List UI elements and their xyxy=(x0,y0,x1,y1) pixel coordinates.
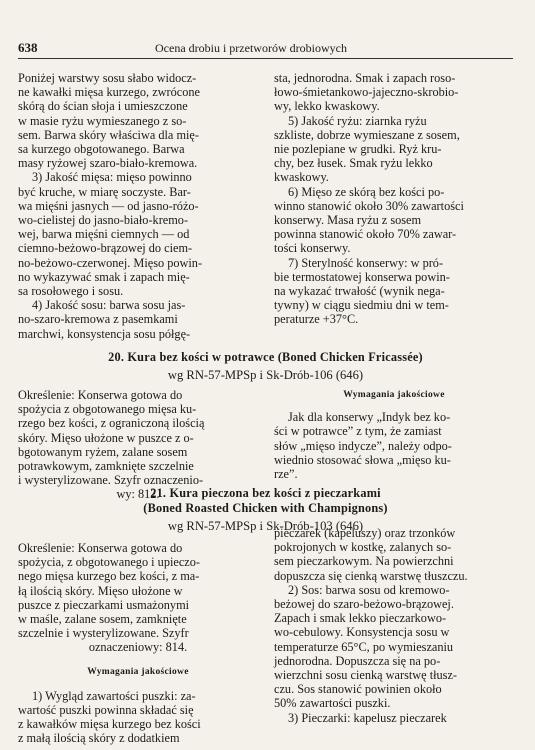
text-line: 50% zawartości puszki. xyxy=(274,696,391,711)
text-line: 2) Sos: barwa sosu od kremowo- xyxy=(288,582,450,597)
section-21-standard: wg RN-57-MPSp i Sk-Drób-103 (646) xyxy=(167,519,364,533)
text-line: Zapach i smak lekko pieczarkowo- xyxy=(274,611,447,626)
text-line: Określenie: Konserwa gotowa do xyxy=(18,388,183,402)
section-20-right-column xyxy=(274,388,514,481)
text-line: z małą ilością skóry z dodatkiem xyxy=(18,731,180,746)
text-line: 5) Jakość ryżu: ziarnka ryżu xyxy=(288,113,427,128)
text-line: 6) Mięso ze skórą bez kości po- xyxy=(288,184,445,199)
text-line: wiednio stosować słowa „mięso ku- xyxy=(274,452,451,467)
text-line: szkliste, dobrze wymieszane z sosem, xyxy=(274,127,460,142)
text-line: konserwy. Masa ryżu z sosem xyxy=(274,213,422,228)
text-line: Jak dla konserwy „Indyk bez ko- xyxy=(288,410,451,425)
text-line: winno stanowić około 30% zawartości xyxy=(274,198,464,213)
section-20-left-column xyxy=(18,388,258,502)
text-line: tości konserwy. xyxy=(274,241,351,256)
text-line: 1) Wygląd zawartości puszki: za- xyxy=(32,688,196,703)
section-21-requirements-heading: Wymagania jakościowe xyxy=(87,666,189,677)
text-line: skóry. Mięso ułożone w puszce z o- xyxy=(18,430,194,445)
text-line: tywny) w ciągu siedmiu dni w tem- xyxy=(274,298,449,313)
text-line: beżowej do szaro-beżowo-brązowej. xyxy=(274,597,454,612)
text-line: rze”. xyxy=(274,467,298,482)
section-21-left-column xyxy=(18,541,258,746)
text-line: ciemno-beżowo-brązowej do ciem- xyxy=(18,241,193,256)
text-line: wartość puszki powinna składać się xyxy=(18,703,194,718)
text-line: puszce z pieczarkami usmażonymi xyxy=(18,597,190,612)
text-line: 4) Jakość sosu: barwa sosu jas- xyxy=(32,298,186,313)
text-line: szczelnie i wysterylizowane. Szyfr xyxy=(18,626,189,641)
text-line: łą ilością skóry. Mięso ułożone w xyxy=(18,583,183,598)
text-line: z kawałków mięsa kurzego bez kości xyxy=(18,717,201,732)
text-line: sem. Barwa skóry właściwa dla mię- xyxy=(18,127,199,142)
text-line: ści w potrawce” z tym, że zamiast xyxy=(274,424,442,439)
text-line: rzego bez kości, z ograniczoną ilością xyxy=(18,416,205,431)
text-line: masy ryżowej szaro-biało-kremowa. xyxy=(18,156,198,171)
page-number: 638 xyxy=(18,40,38,55)
top-left-column xyxy=(18,71,258,341)
text-line: oznaczeniowy: 814. xyxy=(88,640,188,655)
text-line: w masie ryżu wymieszanego z so- xyxy=(18,113,187,128)
text-line: łowo-śmietankowo-jajeczno-skrobio- xyxy=(274,85,459,100)
text-line: i wysterylizowane. Szyfr oznaczenio- xyxy=(18,473,204,488)
text-line: słów „mięso indycze”, należy odpo- xyxy=(274,438,452,453)
text-line: 7) Sterylność konserwy: w pró- xyxy=(288,255,444,270)
text-line: 3) Jakość mięsa: mięso powinno xyxy=(32,170,192,185)
text-line: peraturze +37°C. xyxy=(274,312,359,327)
text-line: powinna stanowić około 70% zawar- xyxy=(274,227,457,242)
running-title: Ocena drobiu i przetworów drobiowych xyxy=(155,41,347,55)
text-line: wy: 812. xyxy=(116,487,160,502)
text-line: spożycia, z obgotowanego i upieczo- xyxy=(18,555,200,570)
text-line: dopuszcza się cienką warstwę tłuszczu. xyxy=(274,568,468,583)
text-line: no-beżowo-czerwonej. Mięso powin- xyxy=(18,255,203,270)
text-line: bie termostatowej konserwa powin- xyxy=(274,269,450,284)
text-line: pieczarek (kapeluszy) oraz trzonków xyxy=(274,526,456,540)
text-line: temperaturze 65°C, po wymieszaniu xyxy=(274,639,454,654)
text-line: wo-cielistej do jasno-biało-kremo- xyxy=(18,213,189,228)
section-21-title-line-1: 21. Kura pieczona bez kości z pieczarkami xyxy=(150,486,381,500)
text-line: czu. Sos stanowić powinien około xyxy=(274,682,442,697)
text-line: spożycia z obgotowanego mięsa ku- xyxy=(18,402,197,417)
section-21-right-column xyxy=(274,526,514,725)
text-line: 3) Pieczarki: kapelusz pieczarek xyxy=(288,710,447,725)
section-20-title: 20. Kura bez kości w potrawce (Boned Chicken Fricassée) xyxy=(108,350,423,364)
text-line: pokrojonych w kostkę, zalanych so- xyxy=(274,540,452,555)
top-right-column xyxy=(274,71,514,327)
text-line: wierzchni sosu cienką warstwę tłusz- xyxy=(274,668,458,683)
text-line: na wykazać trwałość (wynik nega- xyxy=(274,284,445,299)
text-line: wa mięśni jasnych — od jasno-różo- xyxy=(18,198,199,213)
text-line: chy, bez łusek. Smak ryżu lekko xyxy=(274,156,433,171)
text-line: wej, barwa mięśni ciemnych — od xyxy=(18,227,190,242)
text-line: sa kurzego obgotowanego. Barwa xyxy=(18,142,185,157)
text-line: kwaskowy. xyxy=(274,170,329,185)
text-line: w maśle, zalane sosem, zamknięte xyxy=(18,612,187,627)
text-line: sem pieczarkowym. Na powierzchni xyxy=(274,554,454,569)
text-line: skórą do ścian słoja i umieszczone xyxy=(18,99,188,114)
text-line: marchwi, konsystencja sosu półgę- xyxy=(18,326,191,341)
section-20-standard: wg RN-57-MPSp i Sk-Drób-106 (646) xyxy=(167,368,364,382)
text-line: jednorodna. Dopuszcza się na po- xyxy=(274,653,441,668)
text-line: ne kawałki mięsa kurzego, zwrócone xyxy=(18,85,200,100)
section-21-title-line-2: (Boned Roasted Chicken with Champignons) xyxy=(143,501,388,515)
text-line: Określenie: Konserwa gotowa do xyxy=(18,541,183,555)
text-line: Poniżej warstwy sosu słabo widocz- xyxy=(18,71,197,85)
text-line: sa rosołowego i sosu. xyxy=(18,284,124,299)
text-line: no-szaro-kremowa z pasemkami xyxy=(18,312,178,327)
section-20-requirements-heading: Wymagania jakościowe xyxy=(343,390,445,400)
text-line: wo-cebulowy. Konsystencja sosu w xyxy=(274,625,450,640)
text-line: nego mięsa kurzego bez kości, z ma- xyxy=(18,569,200,584)
text-line: no wykazywać smak i zapach mię- xyxy=(18,269,190,284)
text-line: nie pozlepiane w grudki. Ryż kru- xyxy=(274,142,442,157)
page-header xyxy=(18,40,513,59)
text-line: wy, lekko kwaskowy. xyxy=(274,99,380,114)
text-line: potrawkowym, zamknięte szczelnie xyxy=(18,459,194,474)
text-line: sta, jednorodna. Smak i zapach roso- xyxy=(274,71,456,85)
text-line: bgotowanym ryżem, zalane sosem xyxy=(18,444,188,459)
text-line: być kruche, w miarę soczyste. Bar- xyxy=(18,184,191,199)
